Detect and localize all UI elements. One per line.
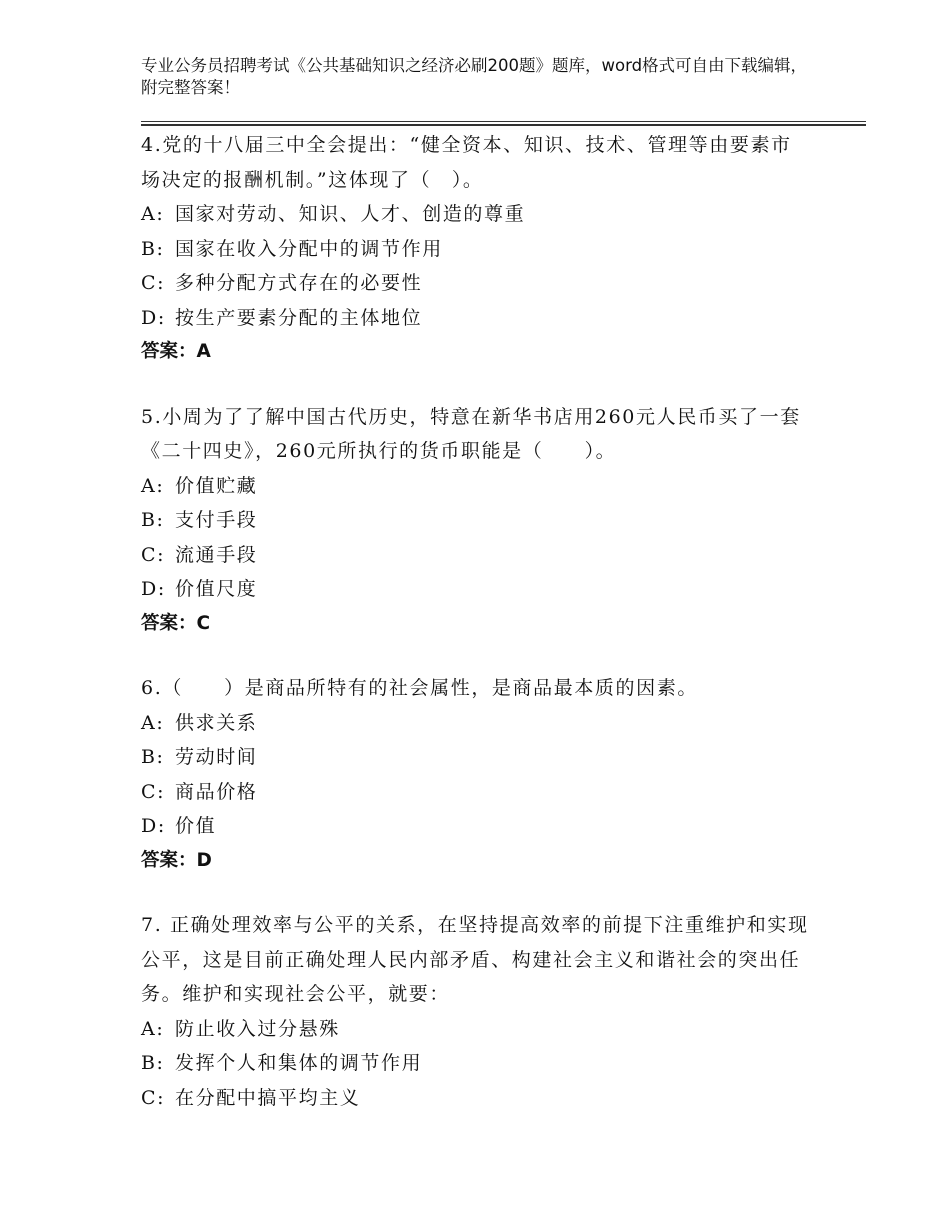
option-text: 发挥个人和集体的调节作用 <box>175 1052 423 1074</box>
option-key: B: <box>141 237 165 260</box>
option-text: 供求关系 <box>175 711 258 734</box>
option-text: 国家在收入分配中的调节作用 <box>175 237 443 260</box>
question-4 <box>141 128 811 370</box>
header-rule-thick <box>141 124 866 126</box>
option-c <box>141 538 811 573</box>
option-key: B: <box>141 509 165 531</box>
option-key: B: <box>141 1052 165 1074</box>
document-header: 专业公务员招聘考试《公共基础知识之经济必刷200题》题库，word格式可自由下载编辑，附完整答案！ <box>141 56 808 97</box>
option-a <box>141 706 811 741</box>
option-a <box>141 1012 811 1047</box>
option-key: A: <box>141 203 165 225</box>
option-c <box>141 1081 811 1116</box>
option-key: D: <box>141 815 166 837</box>
question-6 <box>141 671 811 878</box>
question-list <box>141 128 811 1145</box>
option-text: 防止收入过分悬殊 <box>175 1017 340 1040</box>
option-b <box>141 740 811 775</box>
option-text: 国家对劳动、知识、人才、创造的尊重 <box>175 203 526 225</box>
option-key: C: <box>141 272 166 294</box>
option-d <box>141 809 811 844</box>
question-stem: 4.党的十八届三中全会提出：“健全资本、知识、技术、管理等由要素市场决定的报酬机制。”这体现了（ ）。 <box>141 134 792 191</box>
option-key: A: <box>141 711 165 734</box>
option-text: 按生产要素分配的主体地位 <box>175 306 423 329</box>
option-c <box>141 775 811 810</box>
option-key: C: <box>141 1086 166 1109</box>
question-stem: 6.（ ）是商品所特有的社会属性，是商品最本质的因素。 <box>141 677 698 699</box>
answer-label: 答案：A <box>141 341 211 362</box>
option-text: 多种分配方式存在的必要性 <box>175 272 423 294</box>
option-c <box>141 266 811 301</box>
option-key: A: <box>141 474 165 497</box>
answer-label: 答案：D <box>141 849 212 871</box>
option-key: C: <box>141 543 166 566</box>
question-stem: 7. 正确处理效率与公平的关系，在坚持提高效率的前提下注重维护和实现公平，这是目前正确处理人民内部矛盾、构建社会主义和谐社会的突出任务。维护和实现社会公平，就要： <box>141 914 809 1005</box>
option-key: A: <box>141 1017 165 1040</box>
option-text: 流通手段 <box>175 543 258 566</box>
option-key: D: <box>141 578 166 600</box>
option-key: D: <box>141 306 166 329</box>
option-text: 价值尺度 <box>175 578 258 600</box>
option-a <box>141 469 811 504</box>
option-text: 价值贮藏 <box>175 474 258 497</box>
option-key: B: <box>141 746 165 768</box>
option-text: 劳动时间 <box>175 746 258 768</box>
option-text: 价值 <box>175 815 217 837</box>
option-b <box>141 232 811 267</box>
header-rule-thin <box>141 121 866 122</box>
option-text: 商品价格 <box>175 780 258 803</box>
option-key: C: <box>141 780 166 803</box>
option-b <box>141 503 811 538</box>
option-a <box>141 197 811 232</box>
option-text: 支付手段 <box>175 509 258 531</box>
question-stem: 5.小周为了了解中国古代历史，特意在新华书店用260元人民币买了一套《二十四史》，260元所执行的货币职能是（ ）。 <box>141 405 801 462</box>
option-d <box>141 572 811 607</box>
question-5 <box>141 400 811 642</box>
option-text: 在分配中搞平均主义 <box>175 1086 361 1109</box>
question-7 <box>141 908 811 1115</box>
option-d <box>141 301 811 336</box>
answer-label: 答案：C <box>141 612 211 634</box>
option-b <box>141 1046 811 1081</box>
